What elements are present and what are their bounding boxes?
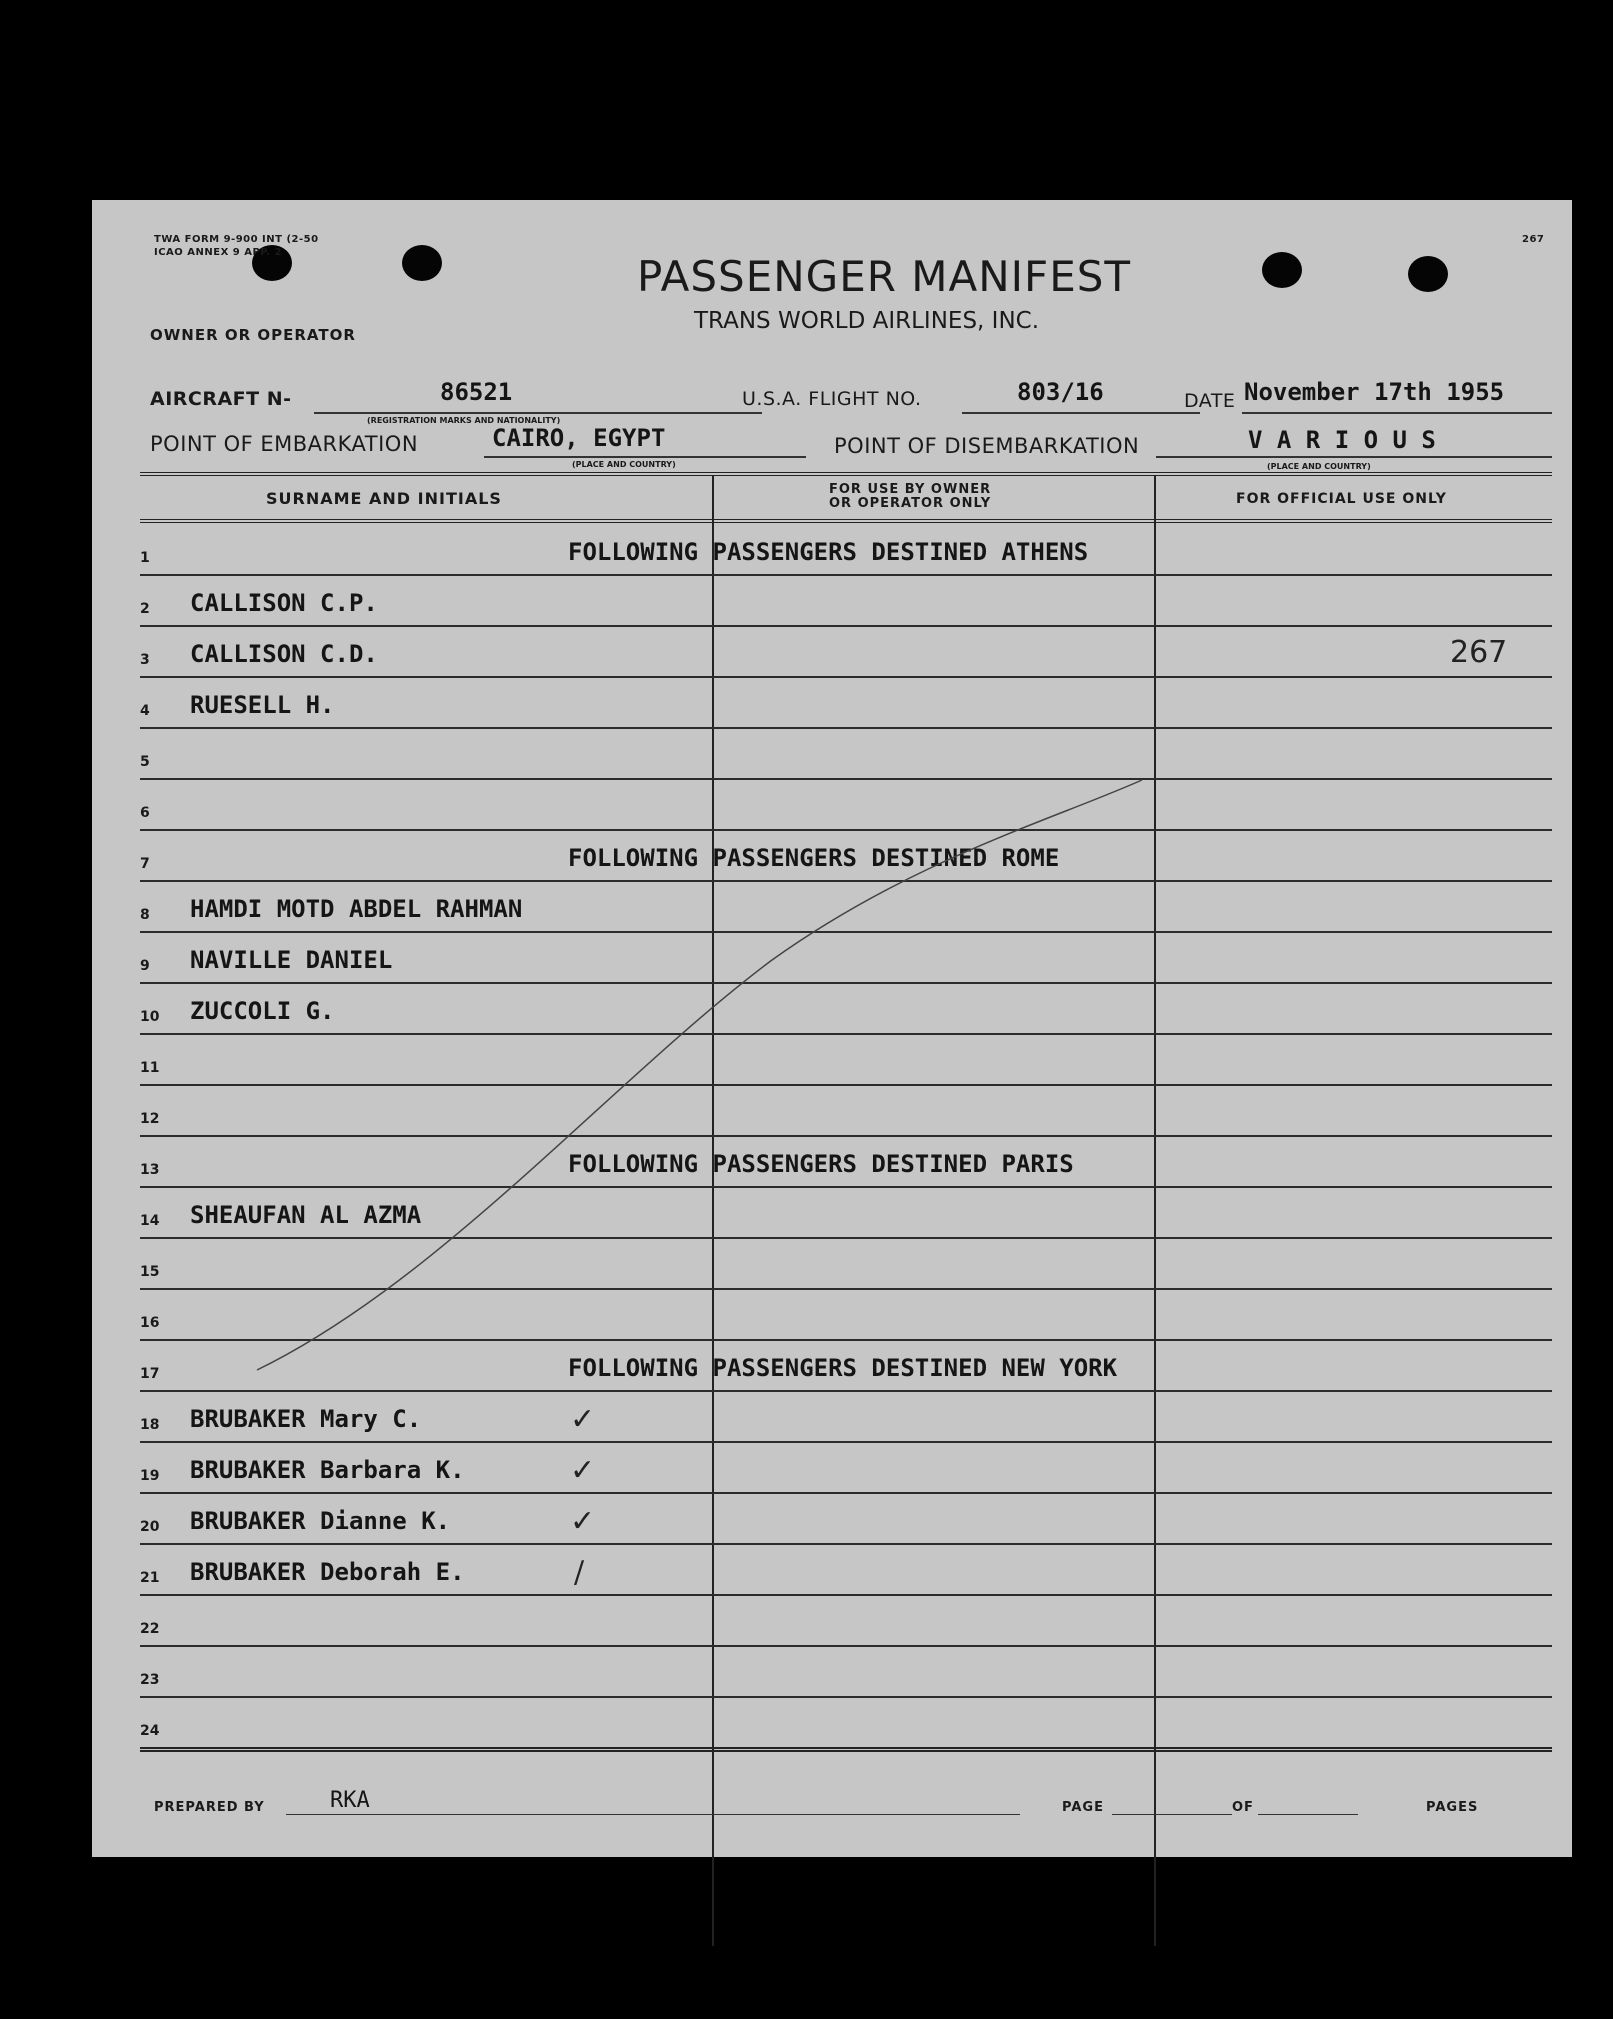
- flight-label: U.S.A. FLIGHT NO.: [742, 388, 922, 410]
- aircraft-sublabel: (REGISTRATION MARKS AND NATIONALITY): [367, 416, 561, 425]
- row-number: 10: [140, 1009, 160, 1025]
- of-underline: [1258, 1814, 1358, 1815]
- row-number: 6: [140, 805, 150, 821]
- aircraft-label: AIRCRAFT N-: [150, 388, 292, 410]
- row-number: 16: [140, 1315, 160, 1331]
- column-official-header: FOR OFFICIAL USE ONLY: [1236, 491, 1447, 507]
- passenger-name: HAMDI MOTD ABDEL RAHMAN: [190, 895, 523, 923]
- row-number: 24: [140, 1723, 160, 1739]
- row-number: 18: [140, 1417, 160, 1433]
- disembarkation-sublabel: (PLACE AND COUNTRY): [1267, 462, 1371, 471]
- check-mark: ✓: [570, 1504, 596, 1539]
- passenger-name: CALLISON C.D.: [190, 640, 378, 668]
- row-number: 13: [140, 1162, 160, 1178]
- embarkation-label: POINT OF EMBARKATION: [150, 432, 419, 456]
- form-code-annex: ICAO ANNEX 9 APP. 2: [154, 247, 283, 258]
- check-mark: /: [574, 1555, 585, 1590]
- page-underline: [1112, 1814, 1232, 1815]
- row-number: 4: [140, 703, 150, 719]
- row-number: 22: [140, 1621, 160, 1637]
- page-label: PAGE: [1062, 1800, 1104, 1815]
- passenger-name: NAVILLE DANIEL: [190, 946, 393, 974]
- row-number: 1: [140, 550, 150, 566]
- date-label: DATE: [1184, 390, 1236, 412]
- row-number: 21: [140, 1570, 160, 1586]
- form-code: TWA FORM 9-900 INT (2-50: [154, 234, 319, 245]
- row-number: 3: [140, 652, 150, 668]
- column-surname-header: SURNAME AND INITIALS: [266, 489, 502, 508]
- row-number: 2: [140, 601, 150, 617]
- column-owner-header-2: OR OPERATOR ONLY: [829, 496, 992, 511]
- manifest-sheet: [92, 200, 1572, 1857]
- owner-operator-label: OWNER OR OPERATOR: [150, 326, 356, 344]
- check-mark: ✓: [570, 1453, 596, 1488]
- passenger-name: SHEAUFAN AL AZMA: [190, 1201, 422, 1229]
- destination-header: FOLLOWING PASSENGERS DESTINED ROME: [568, 844, 1060, 872]
- row-number: 15: [140, 1264, 160, 1280]
- row-number: 5: [140, 754, 150, 770]
- destination-header: FOLLOWING PASSENGERS DESTINED ATHENS: [568, 538, 1089, 566]
- row-number: 23: [140, 1672, 160, 1688]
- row-number: 8: [140, 907, 150, 923]
- pencil-stroke: [92, 200, 1572, 1857]
- row-number: 11: [140, 1060, 160, 1076]
- check-mark: ✓: [570, 1402, 596, 1437]
- destination-header: FOLLOWING PASSENGERS DESTINED NEW YORK: [568, 1354, 1118, 1382]
- passenger-name: BRUBAKER Deborah E.: [190, 1558, 465, 1586]
- row-number: 9: [140, 958, 150, 974]
- prepared-by-value: RKA: [330, 1788, 370, 1813]
- prepared-by-underline: [286, 1814, 1020, 1815]
- row-number: 19: [140, 1468, 160, 1484]
- embarkation-value: CAIRO, EGYPT: [492, 424, 666, 452]
- passenger-name: RUESELL H.: [190, 691, 335, 719]
- company-name: TRANS WORLD AIRLINES, INC.: [694, 308, 1040, 334]
- of-label: OF: [1232, 1800, 1254, 1815]
- row-number: 17: [140, 1366, 160, 1382]
- row-number: 7: [140, 856, 150, 872]
- prepared-by-label: PREPARED BY: [154, 1800, 265, 1815]
- passenger-name: ZUCCOLI G.: [190, 997, 335, 1025]
- embarkation-sublabel: (PLACE AND COUNTRY): [572, 460, 676, 469]
- date-value: November 17th 1955: [1244, 378, 1505, 406]
- destination-header: FOLLOWING PASSENGERS DESTINED PARIS: [568, 1150, 1074, 1178]
- official-use-value: 267: [1450, 635, 1508, 670]
- row-number: 12: [140, 1111, 160, 1127]
- row-number: 20: [140, 1519, 160, 1535]
- disembarkation-label: POINT OF DISEMBARKATION: [834, 434, 1140, 458]
- aircraft-value: 86521: [440, 378, 513, 406]
- pages-label: PAGES: [1426, 1800, 1479, 1815]
- passenger-name: CALLISON C.P.: [190, 589, 378, 617]
- corner-page-number: 267: [1522, 234, 1545, 245]
- form-title: PASSENGER MANIFEST: [637, 252, 1132, 301]
- passenger-name: BRUBAKER Mary C.: [190, 1405, 422, 1433]
- passenger-name: BRUBAKER Dianne K.: [190, 1507, 451, 1535]
- disembarkation-value: V A R I O U S: [1248, 426, 1436, 454]
- flight-number-value: 803/16: [1017, 378, 1104, 406]
- passenger-name: BRUBAKER Barbara K.: [190, 1456, 465, 1484]
- row-number: 14: [140, 1213, 160, 1229]
- column-owner-header-1: FOR USE BY OWNER: [829, 482, 992, 497]
